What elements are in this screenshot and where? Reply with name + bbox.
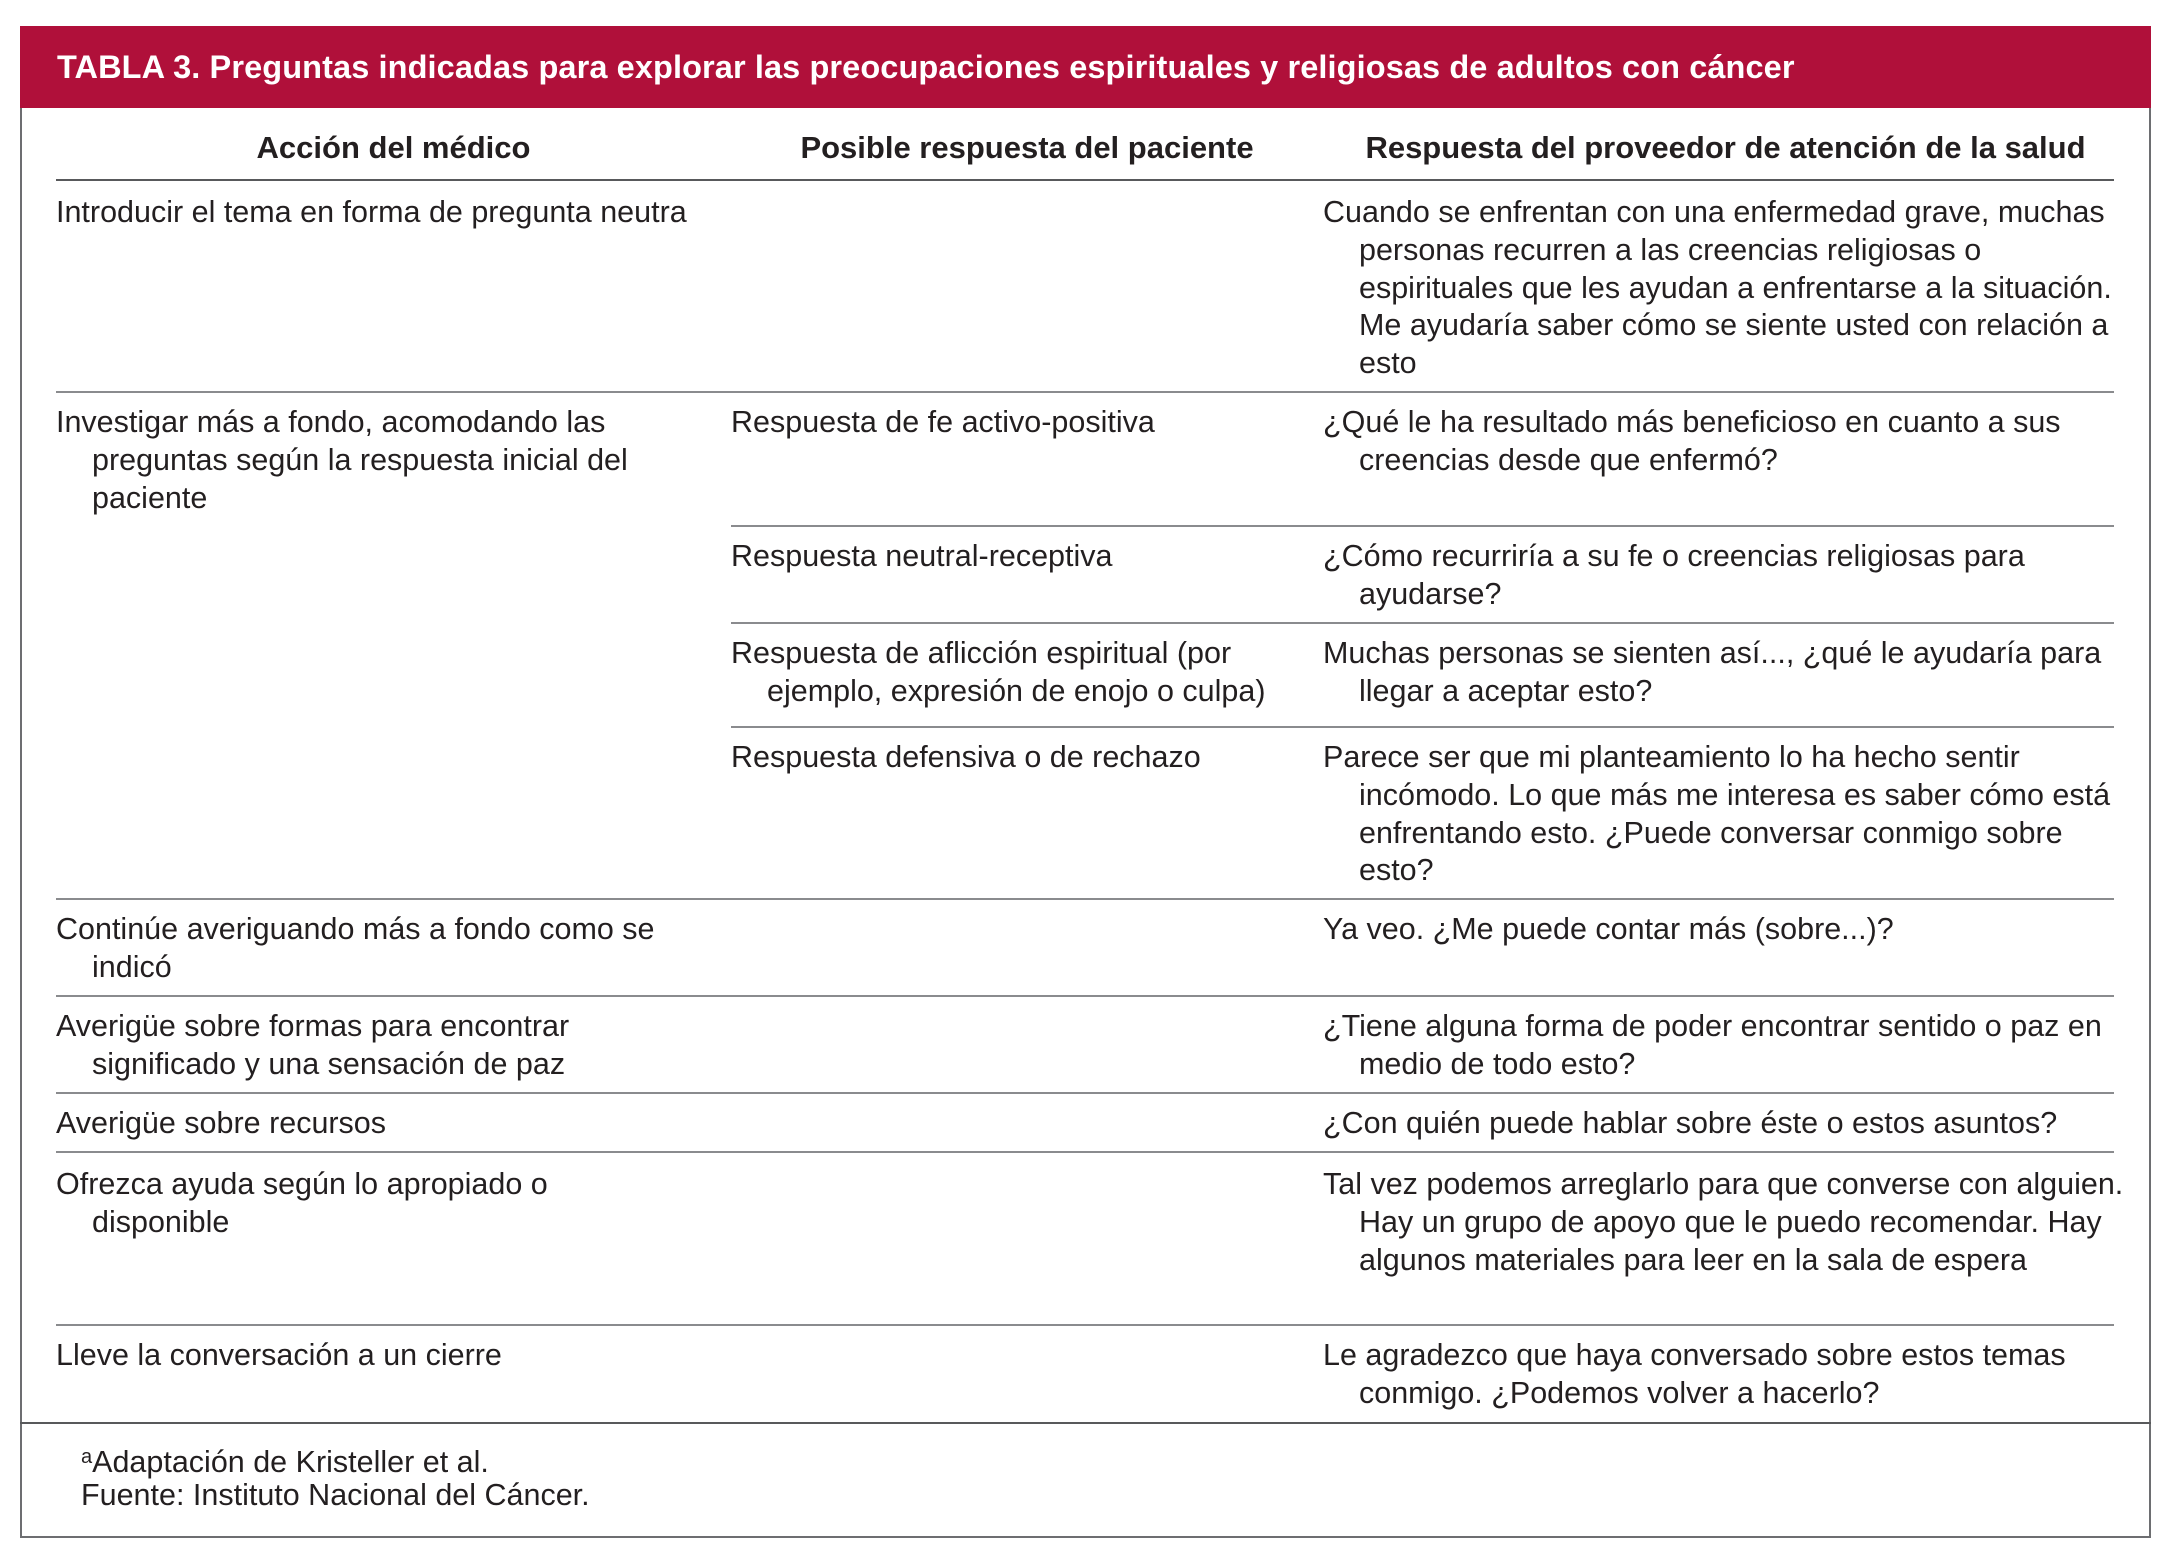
table-cell-respuesta-paciente: Respuesta de fe activo-positiva [731, 405, 1155, 439]
table-cell-respuesta-paciente: Respuesta de aflicción espiritual (por ejemplo, expresión de enojo o culpa) [731, 636, 1266, 708]
row-divider [56, 1092, 2114, 1094]
table-cell-respuesta-proveedor: Muchas personas se sienten así..., ¿qué le ayudaría para llegar a aceptar esto? [1323, 636, 2102, 708]
table-cell-respuesta-proveedor: ¿Tiene alguna forma de poder encontrar sentido o paz en medio de todo esto? [1323, 1009, 2102, 1081]
table-cell-respuesta-proveedor: Ya veo. ¿Me puede contar más (sobre...)? [1323, 912, 1894, 946]
row-divider [56, 995, 2114, 997]
row-divider [56, 1151, 2114, 1153]
table-cell-accion: Introducir el tema en forma de pregunta neutra [56, 195, 687, 229]
table-cell-respuesta-proveedor: ¿Qué le ha resultado más beneficioso en cuanto a sus creencias desde que enfermó? [1323, 405, 2061, 477]
table-cell-accion: Investigar más a fondo, acomodando las preguntas según la respuesta inicial del paciente [56, 405, 628, 515]
table-cell-accion: Averigüe sobre formas para encontrar significado y una sensación de paz [56, 1009, 570, 1081]
table-cell-respuesta-proveedor: ¿Cómo recurriría a su fe o creencias religiosas para ayudarse? [1323, 539, 2025, 611]
table-cell-accion: Continúe averiguando más a fondo como se indicó [56, 912, 655, 984]
row-divider [731, 726, 2114, 728]
table-cell-respuesta-proveedor: Le agradezco que haya conversado sobre estos temas conmigo. ¿Podemos volver a hacerlo? [1323, 1338, 2066, 1410]
column-header-respuesta-proveedor: Respuesta del proveedor de atención de la salud [1365, 130, 2086, 165]
row-divider [56, 1324, 2114, 1326]
column-header-respuesta-paciente: Posible respuesta del paciente [800, 130, 1254, 165]
header-rule [56, 179, 2114, 181]
table-cell-respuesta-proveedor: Tal vez podemos arreglarlo para que converse con alguien. Hay un grupo de apoyo que le puedo recomendar. Hay algunos materiales para leer en la sala de espera [1323, 1167, 2124, 1277]
footnote-adaptation [81, 1438, 489, 1481]
footnote-adaptation-text: Adaptación de Kristeller et al. [92, 1445, 489, 1479]
table-cell-respuesta-paciente: Respuesta defensiva o de rechazo [731, 740, 1201, 774]
table-cell-accion: Lleve la conversación a un cierre [56, 1338, 502, 1372]
row-divider [731, 622, 2114, 624]
column-header-accion: Acción del médico [256, 130, 531, 165]
footer-rule [20, 1422, 2151, 1424]
footnote-marker: a [81, 1446, 93, 1468]
table-cell-respuesta-proveedor: ¿Con quién puede hablar sobre éste o estos asuntos? [1323, 1106, 2058, 1140]
table-cell-accion: Averigüe sobre recursos [56, 1106, 387, 1140]
row-divider [56, 898, 2114, 900]
table-cell-respuesta-proveedor: Cuando se enfrentan con una enfermedad grave, muchas personas recurren a las creencias religiosas o espirituales que les ayudan a enfrentarse a la situación. Me ayudaría saber cómo se siente usted con relación a esto [1323, 195, 2112, 381]
table-cell-respuesta-proveedor: Parece ser que mi planteamiento lo ha hecho sentir incómodo. Lo que más me interesa es saber cómo está enfrentando esto. ¿Puede conversar conmigo sobre esto? [1323, 740, 2111, 888]
table-cell-respuesta-paciente: Respuesta neutral-receptiva [731, 539, 1113, 573]
row-divider [731, 525, 2114, 527]
table-cell-accion: Ofrezca ayuda según lo apropiado o disponible [56, 1167, 548, 1239]
footnote-source: Fuente: Instituto Nacional del Cáncer. [81, 1478, 590, 1512]
table-title: TABLA 3. Preguntas indicadas para explorar las preocupaciones espirituales y religiosas de adultos con cáncer [20, 26, 2151, 108]
row-divider [56, 391, 2114, 393]
